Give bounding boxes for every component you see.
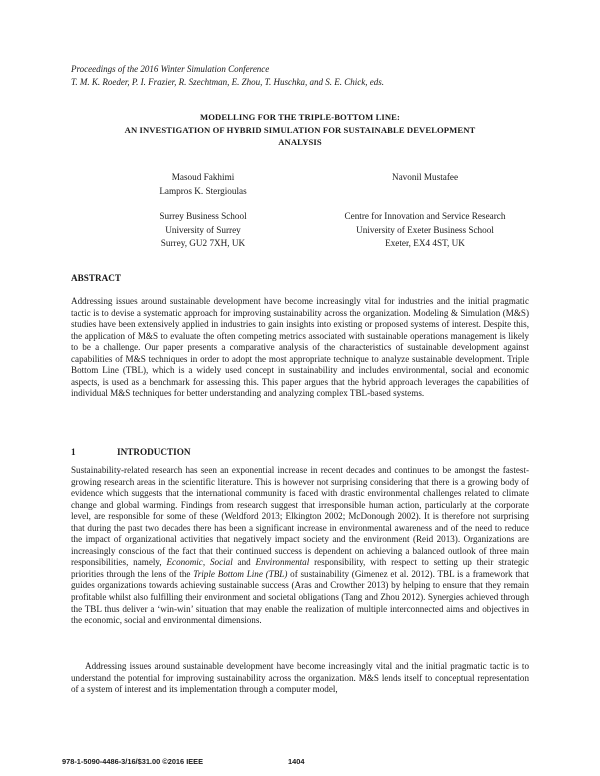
abstract-heading: ABSTRACT <box>71 273 122 283</box>
footer-isbn: 978-1-5090-4486-3/16/$31.00 ©2016 IEEE <box>62 757 204 766</box>
affiliation-line: Surrey Business School <box>159 211 247 221</box>
term-economic: Economic <box>166 557 203 568</box>
paper-title <box>71 111 529 149</box>
author-name: Masoud Fakhimi <box>171 172 235 182</box>
proceedings-title: Proceedings of the 2016 Winter Simulation Conference <box>71 64 270 74</box>
abstract-text: Addressing issues around sustainable development have become increasingly vital for industries and the initial pragmatic tactic is to devise a systematic approach for improving sustainability across the organization. Modeling & Simulation (M&S) studies have been extensively applied in industries to gain insights into existing or proposed systems of interest. Despite this, the application of M&S to evaluate the often competing metrics associated with sustainable operations management is likely to be a challenge. Our paper presents a comparative analysis of the characteristics of sustainable development against capabilities of M&S techniques in order to adopt the most appropriate technique to analyze sustainable development. Triple Bottom Line (TBL), which is a widely used concept in sustainability and includes environmental, social and economic aspects, is used as a benchmark for assessing this. This paper argues that the hybrid approach leverages the capabilities of individual M&S techniques for better understanding and analyzing complex TBL-based systems. <box>71 296 529 399</box>
title-line-2: AN INVESTIGATION OF HYBRID SIMULATION FOR SUSTAINABLE DEVELOPMENT <box>124 124 476 135</box>
term-tbl: Triple Bottom Line (TBL) <box>193 568 288 579</box>
title-line-3: ANALYSIS <box>278 137 322 147</box>
affiliation-right <box>318 210 532 251</box>
intro-text: of sustainability (Gimenez et al. 2012). TBL is a framework that guides organizations towards achieving sustainable success (Aras and Crowther 2013) by helping to ensure that they remain profitable whilst also fulfilling their environment and societal obligations (Tang and Zhou 2012). Synergies achieved through the TBL thus deliver a ‘win-win’ situation that may enable the realization of multiple interconnected aims and objectives in the economic, social and environmental dimensions. <box>71 568 529 626</box>
author-name: Lampros K. Stergioulas <box>159 185 247 196</box>
title-line-1: MODELLING FOR THE TRIPLE-BOTTOM LINE: <box>200 112 400 122</box>
introduction-paragraph-2: Addressing issues around sustainable development have become increasingly vital and the initial pragmatic tactic is to understand the potential for improving sustainability across the organization. M&S lends itself to conceptual representation of a system of interest and its implementation through a computer model, <box>71 661 529 695</box>
footer-page-number: 1404 <box>288 757 305 766</box>
section-title: INTRODUCTION <box>117 447 191 457</box>
term-social: Social <box>209 557 233 568</box>
introduction-paragraph-1 <box>71 465 529 627</box>
affiliation-line: University of Surrey <box>165 224 241 235</box>
affiliation-line: University of Exeter Business School <box>356 224 494 235</box>
affiliation-line: Centre for Innovation and Service Research <box>344 211 506 221</box>
affiliation-line: Surrey, GU2 7XH, UK <box>160 238 246 248</box>
intro-text: and <box>232 557 256 568</box>
authors-left <box>118 171 288 198</box>
proceedings-header <box>71 63 384 89</box>
section-number: 1 <box>71 447 76 457</box>
authors-right <box>318 171 532 185</box>
introduction-heading <box>71 447 191 457</box>
term-environmental: Environmental <box>255 557 310 568</box>
intro-text: , <box>202 557 210 568</box>
intro-text: responsibility, with respect to setting up their strategic priorities through the lens of the <box>71 557 530 579</box>
author-name: Navonil Mustafee <box>391 172 459 182</box>
intro-text: Sustainability-related research has seen an exponential increase in recent decades and continues to be amongst the fastest-growing research areas in the scientific literature. This is however not surprising considering that there is a growing body of evidence which suggests that the international community is faced with drastic environmental challenges related to climate change and global warming. Findings from research suggest that irresponsible human action, particularly at the corporate level, are responsible for some of these (Weldford 2013; Elkington 2002; McDonough 2002). It is therefore not surprising that during the past two decades there has been a significant increase in environmental awareness and of the need to reduce the impact of organizational activities that negatively impact society and the environment (Reid 2013). Organizations are increasingly conscious of the fact that their continued success is dependent on achieving a balanced outlook of three main responsibilities, namely, <box>71 465 529 568</box>
affiliation-line: Exeter, EX4 4ST, UK <box>385 238 465 248</box>
affiliation-left <box>118 210 288 251</box>
editors-line: T. M. K. Roeder, P. I. Frazier, R. Szechtman, E. Zhou, T. Huschka, and S. E. Chick, eds. <box>71 77 384 87</box>
